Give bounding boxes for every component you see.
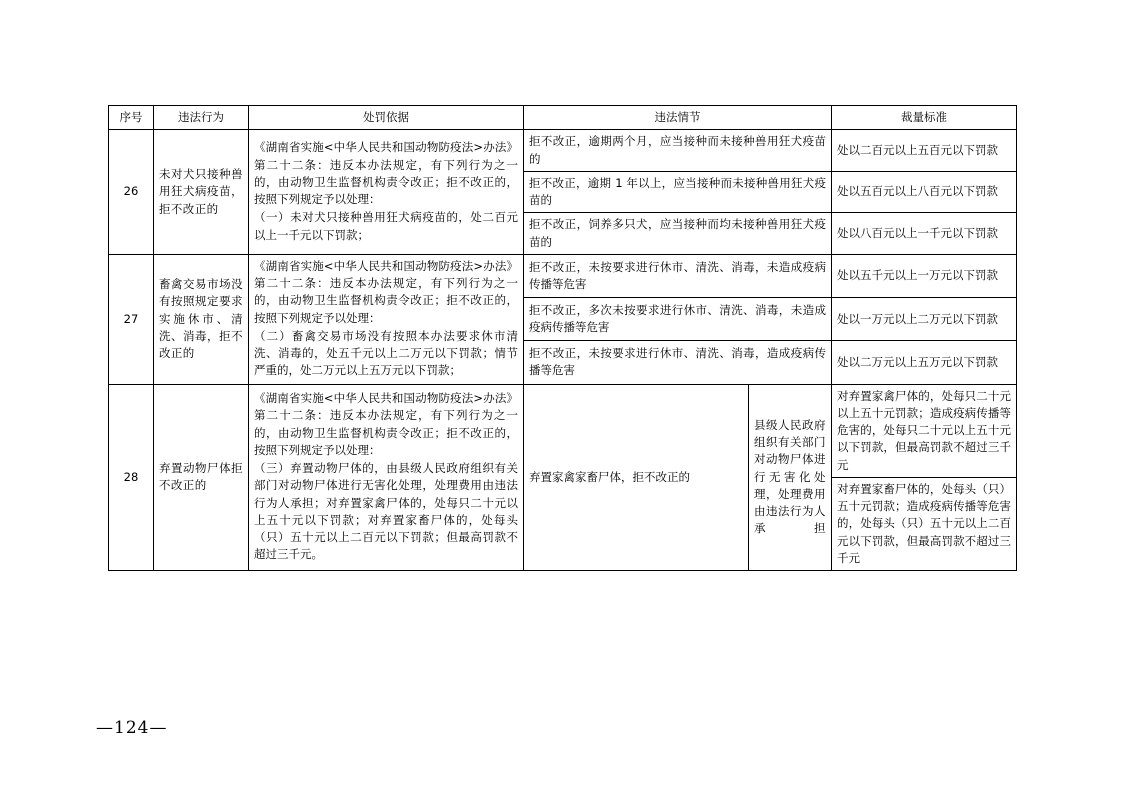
table-header-row xyxy=(109,106,1017,130)
page-number: —124— xyxy=(96,718,168,738)
table-row xyxy=(109,130,1017,172)
row-standard: 对弃置家畜尸体的，处每头（只）五十元罚款；造成疫病传播等危害的，处每头（只）五十元以上二百元以下罚款，但最高罚款不超过三千元 xyxy=(832,477,1017,570)
row-illegal-act: 弃置动物尸体拒不改正的 xyxy=(154,384,249,571)
column-header-standard: 裁量标准 xyxy=(832,106,1017,130)
table-row xyxy=(109,254,1017,297)
row-standard: 处以五百元以上八百元以下罚款 xyxy=(832,171,1017,213)
row-number: 26 xyxy=(109,130,154,255)
row-standard: 处以二百元以上五百元以下罚款 xyxy=(832,130,1017,172)
row-standard: 处以八百元以上一千元以下罚款 xyxy=(832,213,1017,255)
row-detail: 拒不改正，饲养多只犬，应当接种而均未接种兽用狂犬疫苗的 xyxy=(524,213,832,255)
table-row xyxy=(109,384,1017,477)
table-body xyxy=(109,130,1017,571)
table-header xyxy=(109,106,1017,130)
column-header-no: 序号 xyxy=(109,106,154,130)
regulation-table-container xyxy=(108,105,1016,571)
row-number: 27 xyxy=(109,254,154,384)
basis-paragraph: 《湖南省实施<中华人民共和国动物防疫法>办法》第二十二条：违反本办法规定，有下列行为之一的，由动物卫生监督机构责令改正；拒不改正的，按照下列规定予以处理： xyxy=(254,140,518,206)
basis-paragraph: 《湖南省实施<中华人民共和国动物防疫法>办法》第二十二条：违反本办法规定，有下列行为之一的，由动物卫生监督机构责令改正；拒不改正的，按照下列规定予以处理： xyxy=(254,391,518,457)
regulation-table xyxy=(108,105,1017,571)
basis-paragraph: （二）畜禽交易市场没有按照本办法要求休市清洗、消毒的，处五千元以上二万元以下罚款；情节严重的，处二万元以上五万元以下罚款； xyxy=(254,328,518,378)
row-standard: 处以五千元以上一万元以下罚款 xyxy=(832,254,1017,297)
row-detail: 拒不改正，逾期 1 年以上，应当接种而未接种兽用狂犬疫苗的 xyxy=(524,171,832,213)
row-penalty-basis xyxy=(249,130,524,255)
row-standard: 对弃置家禽尸体的，处每只二十元以上五十元罚款；造成疫病传播等危害的，处每只二十元以上五十元以下罚款，但最高罚款不超过三千元 xyxy=(832,384,1017,477)
basis-paragraph: （三）弃置动物尸体的，由县级人民政府组织有关部门对动物尸体进行无害化处理，处理费用由违法行为人承担；对弃置家禽尸体的，处每只二十元以上五十元以下罚款；对弃置家畜尸体的，处每头（只）五十元以上二百元以下罚款；但最高罚款不超过三千元。 xyxy=(254,461,518,562)
row-detail-note: 县级人民政府组织有关部门对动物尸体进行无害化处理，处理费用由违法行为人承担 xyxy=(749,384,832,571)
row-standard: 处以一万元以上二万元以下罚款 xyxy=(832,298,1017,341)
row-number: 28 xyxy=(109,384,154,571)
row-detail: 拒不改正，未按要求进行休市、清洗、消毒，未造成疫病传播等危害 xyxy=(524,254,832,297)
basis-paragraph: （一）未对犬只接种兽用狂犬病疫苗的，处二百元以上一千元以下罚款； xyxy=(254,210,518,242)
row-detail: 拒不改正，逾期两个月，应当接种而未接种兽用狂犬疫苗的 xyxy=(524,130,832,172)
column-header-act: 违法行为 xyxy=(154,106,249,130)
column-header-detail: 违法情节 xyxy=(524,106,832,130)
row-standard: 处以二万元以上五万元以下罚款 xyxy=(832,341,1017,384)
row-detail: 拒不改正，未按要求进行休市、清洗、消毒，造成疫病传播等危害 xyxy=(524,341,832,384)
row-illegal-act: 畜禽交易市场没有按照规定要求实施休市、清洗、消毒，拒不改正的 xyxy=(154,254,249,384)
row-detail: 弃置家禽家畜尸体，拒不改正的 xyxy=(524,384,749,571)
column-header-basis: 处罚依据 xyxy=(249,106,524,130)
row-detail: 拒不改正，多次未按要求进行休市、清洗、消毒，未造成疫病传播等危害 xyxy=(524,298,832,341)
row-illegal-act: 未对犬只接种兽用狂犬病疫苗，拒不改正的 xyxy=(154,130,249,255)
basis-paragraph: 《湖南省实施<中华人民共和国动物防疫法>办法》第二十二条：违反本办法规定，有下列行为之一的，由动物卫生监督机构责令改正；拒不改正的，按照下列规定予以处理： xyxy=(254,258,518,325)
row-penalty-basis xyxy=(249,254,524,384)
row-penalty-basis xyxy=(249,384,524,571)
